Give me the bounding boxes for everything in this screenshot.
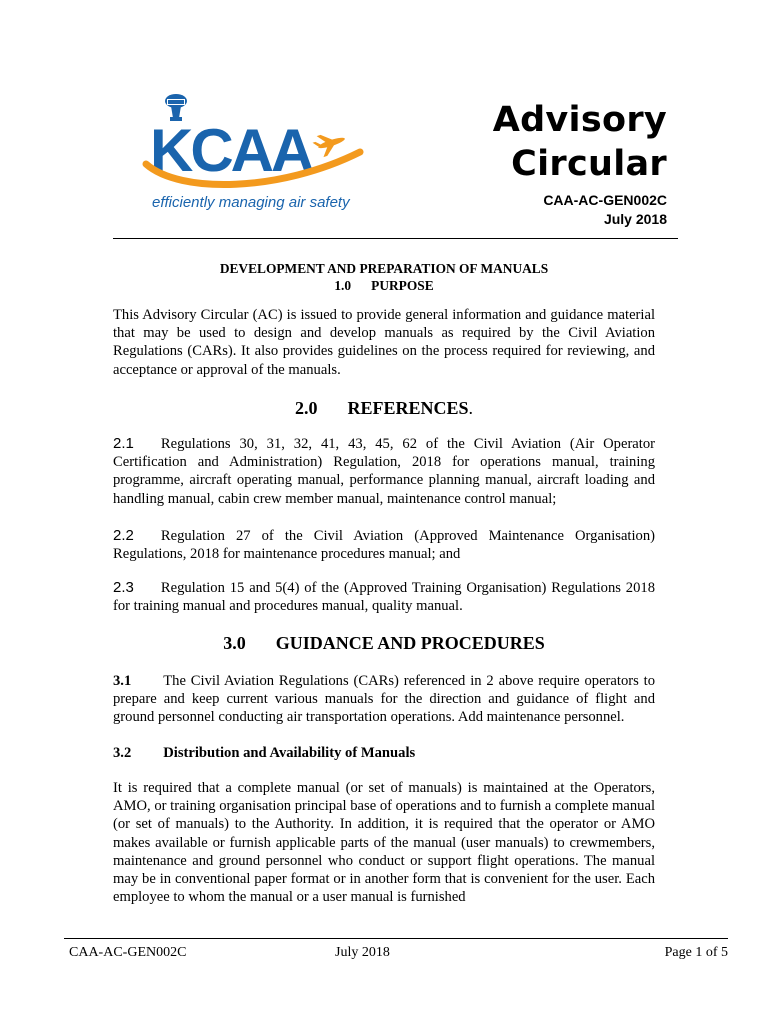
footer-date: July 2018 — [335, 945, 390, 960]
footer-page-number: Page 1 of 5 — [664, 945, 728, 960]
paragraph-text: The Civil Aviation Regulations (CARs) referenced in 2 above require operators to prepare and keep current various manuals for the direction and guidance of flight and ground personnel conducting air transportation operations. Add maintenance personnel. — [113, 673, 655, 726]
references-heading-number: 2.0 — [294, 398, 318, 418]
purpose-paragraph: This Advisory Circular (AC) is issued to provide general information and guidance material that may be used to design and develop manuals as required by the Civil Aviation Regulations (CARs). It also provides guidelines on the process required for reviewing, and acceptance or approval of the manuals. — [113, 307, 655, 378]
purpose-heading: 1.0 PURPOSE — [334, 278, 434, 293]
footer-doc-code: CAA-AC-GEN002C — [69, 945, 187, 960]
reference-number: 2.2 — [113, 527, 134, 544]
distribution-paragraph: It is required that a complete manual (or set of manuals) is maintained at the Operators, AMO, or training organisation principal base of operations and to furnish a complete manual (or set of manuals) to the Authority. In addition, it is required that the operator or AMO makes available or furnish applicable parts of the manual (user manuals) to crewmembers, maintenance and ground personnel who conduct or support flight operations. The manual may be in conventional paper format or in another form that is convenient for the user. Each employee to whom the manual or a user manual is furnished — [113, 780, 655, 906]
advisory-circular-title — [493, 98, 667, 186]
document-title: DEVELOPMENT AND PREPARATION OF MANUALS — [219, 261, 549, 276]
doc-meta — [543, 191, 667, 229]
reference-text: Regulation 15 and 5(4) of the (Approved Training Organisation) Regulations 2018 for training manual and procedures manual, quality manual. — [113, 580, 655, 615]
document-title-block — [113, 260, 655, 294]
subheading-text: Distribution and Availability of Manuals — [163, 745, 416, 761]
airplane-icon — [311, 128, 348, 159]
paragraph-number: 3.1 — [113, 673, 132, 689]
reference-text: Regulations 30, 31, 32, 41, 43, 45, 62 of the Civil Aviation (Air Operator Certification and Administration) Regulation, 2018 for operations manual, training programme, aircraft operating manual, performance planning manual, aircraft loading and handling manual, cabin crew member manual, maintenance control manual; — [113, 436, 655, 507]
header-divider — [113, 238, 678, 239]
reference-item — [113, 579, 655, 615]
title-line-2: Circular — [511, 144, 667, 184]
guidance-heading-number: 3.0 — [223, 633, 246, 653]
logo-tagline: efficiently managing air safety — [152, 194, 350, 211]
reference-text: Regulation 27 of the Civil Aviation (Approved Maintenance Organisation) Regulations, 2018 for maintenance procedures manual; and — [113, 528, 655, 563]
logo-wordmark: KCAA — [150, 117, 312, 184]
guidance-heading-text: GUIDANCE AND PROCEDURES — [275, 633, 545, 653]
reference-number: 2.1 — [113, 435, 134, 452]
references-heading-text: REFERENCES — [347, 398, 469, 418]
guidance-paragraph-3-1 — [113, 672, 655, 727]
reference-number: 2.3 — [113, 579, 134, 596]
doc-date: July 2018 — [603, 211, 667, 227]
subheading-number: 3.2 — [113, 745, 132, 761]
reference-item — [113, 527, 655, 563]
references-heading-suffix: . — [468, 398, 474, 418]
distribution-subheading — [113, 744, 415, 762]
doc-code: CAA-AC-GEN002C — [543, 192, 667, 208]
references-heading — [113, 397, 655, 419]
reference-item — [113, 435, 655, 508]
footer-divider — [64, 938, 728, 939]
guidance-heading — [113, 632, 655, 654]
title-line-1: Advisory — [492, 100, 667, 140]
